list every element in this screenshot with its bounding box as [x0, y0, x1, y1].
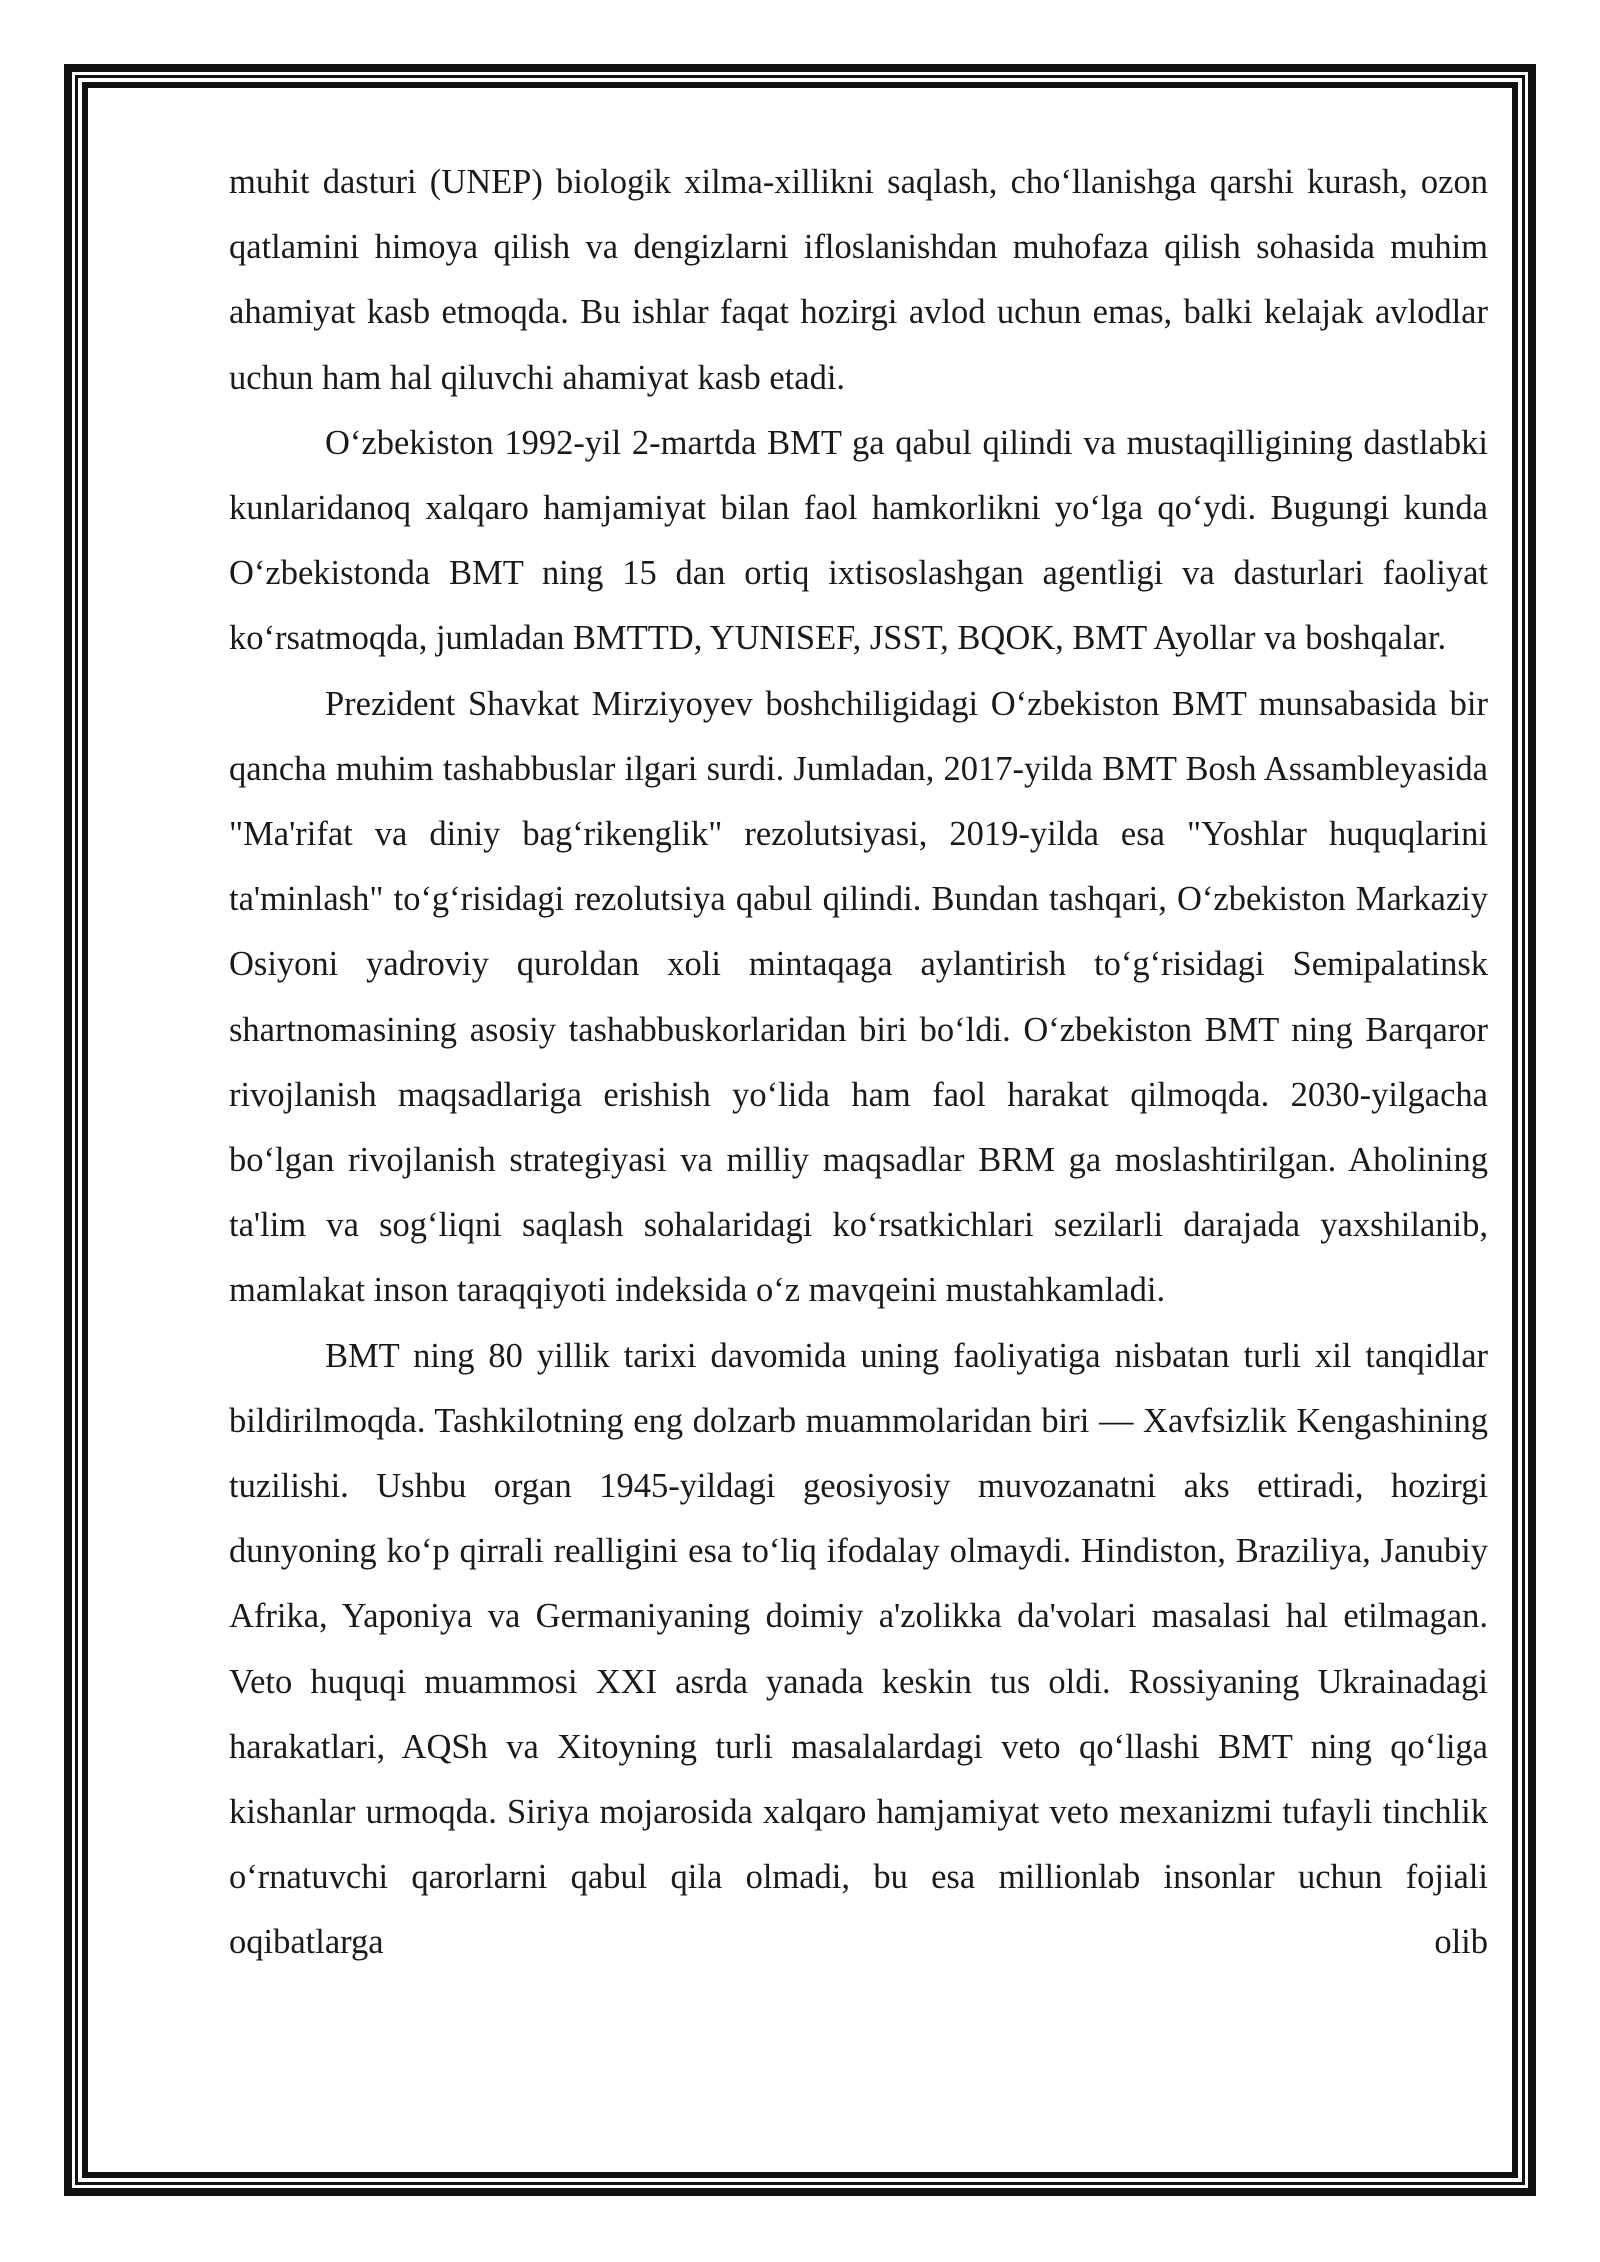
paragraph-uzbekistan-membership: O‘zbekiston 1992-yil 2-martda BMT ga qabul qilindi va mustaqilligining dastlabki kunlaridanoq xalqaro hamjamiyat bilan faol hamkorlikni yo‘lga qo‘ydi. Bugungi kunda O‘zbekistonda BMT ning 15 dan ortiq ixtisoslashgan agentligi va dasturlari faoliyat ko‘rsatmoqda, jumladan BMTTD, YUNISEF, JSST, BQOK, BMT Ayollar va boshqalar. [229, 423, 1488, 658]
paragraph-unep-continuation: muhit dasturi (UNEP) biologik xilma-xillikni saqlash, cho‘llanishga qarshi kurash, ozon qatlamini himoya qilish va dengizlarni ifloslanishdan muhofaza qilish sohasida muhim ahamiyat kasb etmoqda. Bu ishlar faqat hozirgi avlod uchun emas, balki kelajak avlodlar uchun ham hal qiluvchi ahamiyat kasb etadi. [229, 163, 1488, 397]
document-body [229, 150, 1488, 1976]
paragraph-un-criticism: BMT ning 80 yillik tarixi davomida uning faoliyatiga nisbatan turli xil tanqidlar bildirilmoqda. Tashkilotning eng dolzarb muammolaridan biri — Xavfsizlik Kengashining tuzilishi. Ushbu organ 1945-yildagi geosiyosiy muvozanatni aks ettiradi, hozirgi dunyoning ko‘p qirrali realligini esa to‘liq ifodalay olmaydi. Hindiston, Braziliya, Janubiy Afrika, Yaponiya va Germaniyaning doimiy a'zolikka da'volari masalasi hal etilmagan. Veto huquqi muammosi XXI asrda yanada keskin tus oldi. Rossiyaning Ukrainadagi harakatlari, AQSh va Xitoyning turli masalalardagi veto qo‘llashi BMT ning qo‘liga kishanlar urmoqda. Siriya mojarosida xalqaro hamjamiyat veto mexanizmi tufayli tinchlik o‘rnatuvchi qarorlarni qabul qila olmadi, bu esa millionlab insonlar uchun fojiali oqibatlarga olib [229, 1336, 1488, 1962]
paragraph-president-initiatives: Prezident Shavkat Mirziyoyev boshchiligidagi O‘zbekiston BMT munsabasida bir qancha muhim tashabbuslar ilgari surdi. Jumladan, 2017-yilda BMT Bosh Assambleyasida "Ma'rifat va diniy bag‘rikenglik" rezolutsiyasi, 2019-yilda esa "Yoshlar huquqlarini ta'minlash" to‘g‘risidagi rezolutsiya qabul qilindi. Bundan tashqari, O‘zbekiston Markaziy Osiyoni yadroviy quroldan xoli mintaqaga aylantirish to‘g‘risidagi Semipalatinsk shartnomasining asosiy tashabbuskorlaridan biri bo‘ldi. O‘zbekiston BMT ning Barqaror rivojlanish maqsadlariga erishish yo‘lida ham faol harakat qilmoqda. 2030-yilgacha bo‘lgan rivojlanish strategiyasi va milliy maqsadlar BRM ga moslashtirilgan. Aholining ta'lim va sog‘liqni saqlash sohalaridagi ko‘rsatkichlari sezilarli darajada yaxshilanib, mamlakat inson taraqqiyoti indeksida o‘z mavqeini mustahkamladi. [229, 684, 1488, 1310]
